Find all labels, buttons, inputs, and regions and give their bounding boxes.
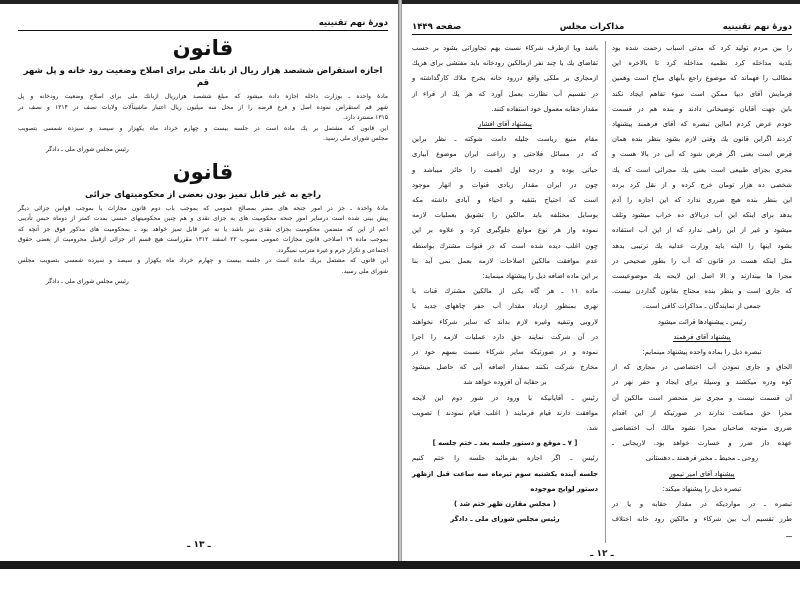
text-line: [612, 436, 792, 451]
law-2-subtitle: راجع به غیر قابل تمیز بودن بعضی از محکومیتهای جزائی: [85, 189, 321, 200]
text-line-text: نموده و در صورتیکه سایر شرکاء نسبت بسهم خود در: [412, 348, 598, 357]
text-line-text: در آن شرکت نمایند حق دارد عملیات لازمه را اجرا: [412, 332, 598, 341]
left-page-header-row: [18, 18, 388, 31]
text-line-text: رئیس ـ پیشنهادها قرائت میشود: [657, 317, 747, 326]
text-line-text: فرمایش آقای دبیا ممکن است سوء تفاهم ایجاد نکند: [612, 89, 792, 98]
text-line-text: دستور لوایح موجوده: [530, 484, 598, 493]
text-line-text: تبصره ذیل را بماده واحده پیشنهاد مینمایم:: [642, 348, 762, 357]
proposal-heading-text: پیشنهاد آقای امیر تیمور: [669, 469, 735, 478]
law-1-body: [18, 92, 388, 145]
law-body-line-text: مادهٔ واحده ـ بوزارت داخله اجازه داده میشود که مبلغ ششصد هزارریال ازبانك ملی برای اصلاح وضعیت رودخانه و پل: [18, 93, 388, 100]
text-line-text: جمعی از نمایندگان ـ مذاکرات کافی است.: [643, 302, 761, 311]
right-page-number: ـ ۱۲ ـ: [590, 548, 614, 559]
text-line: [612, 528, 792, 543]
text-line-text: تبصره ذیل را پیشنهاد میکند:: [662, 484, 742, 493]
text-line-text: مجرا حق ممانعت ندارند در صورتیکه از این اقدام: [612, 408, 792, 417]
text-line: [412, 421, 598, 436]
law-body-line-text: ۱۳۱۵ مسترد دارد.: [343, 114, 388, 121]
text-line: [612, 421, 792, 436]
proposal-heading-text: پیشنهاد آقای فرهمند: [673, 332, 731, 341]
text-line: [612, 41, 792, 56]
text-line: [412, 269, 598, 284]
law-body-line: [18, 204, 388, 215]
proposal-heading: [412, 117, 598, 132]
left-page-number: ـ ۱۳ ـ: [187, 540, 211, 550]
law-body-line-text: پیش بینی شده است درسایر امور جنحه محکومیت های به جزای نقدی و هم چنین محکومیتهای حبسی بمدت کمتر از دوماه حبس تأدیبی: [18, 215, 388, 222]
text-line: [412, 436, 598, 451]
text-line-text: بر این ماده اضافه ذیل را پیشنهاد مینماید:: [482, 272, 598, 281]
text-line: [612, 512, 792, 527]
text-line-text: خودم عرض کردم امااین تبصره که آقای فرهمند پیشنهاد: [612, 120, 792, 129]
text-line-text: آن قسمت نیست و مجری نیز منحصر است مالکین آن: [612, 393, 792, 402]
text-line-text: رئیس ـ آقایانیکه با ورود در شور دوم این لایحه: [412, 393, 598, 402]
proposal-heading-text: پیشنهاد آقای افشار: [478, 120, 532, 129]
text-line-text: جلسه آینده یکشنبه سوم تیرماه سه ساعت قبل ازظهر: [412, 469, 598, 478]
text-line-text: است که احتیاج بتنقیه و احیاء و آبادی داشته مکه: [412, 196, 598, 205]
text-line-text: ازمجاری بر ملکی واقع دررود خانه بخرج ملاك کارگذاشته و: [412, 74, 598, 83]
text-line: [412, 482, 598, 497]
law-body-line: [18, 214, 388, 225]
text-line-text: ( مجلس مقارن ظهر ختم شد ): [454, 500, 556, 509]
text-line: [412, 71, 598, 86]
text-line: [412, 254, 598, 269]
text-line: [612, 315, 792, 330]
text-line: [612, 284, 792, 299]
text-line: [612, 391, 792, 406]
page-label: صفحه ۱۴۴۹: [412, 22, 462, 32]
text-line: [412, 193, 598, 208]
text-line-text: عدم موافقت مالکین اصلاحات لازمه بعمل نمی آید بنا: [412, 256, 598, 265]
text-line: [612, 71, 792, 86]
text-line: [412, 406, 598, 421]
law-body-line: [18, 225, 388, 236]
law-body-line: [18, 235, 388, 246]
law-body-line: [18, 103, 388, 114]
text-line: [612, 497, 792, 512]
left-page: [0, 4, 398, 561]
law-body-line-text: اعم از این که متضمن محکومیت بجزای نقدی نیز باشد یا نه غیر قابل تمیز خواهد بود ـ بمحکومیت های مذکور فوق جز آنچه که: [18, 225, 388, 233]
text-line-text: مطالب را فهماند که موضوع راجع بآبهای مباح است وهمین: [612, 74, 792, 83]
law-body-line-text: این قانون که مشتمل بریك ماده است در جلسه بیست و چهارم خرداد ماه یکهزار و سیصد و سیزده شمسی بتصویب مجلس: [18, 257, 388, 264]
law-1-title: قانون: [172, 36, 234, 60]
text-line: [412, 345, 598, 360]
text-line-text: نهری بمنظور ازدیاد مقدار آب حفر چاههای جدید یا: [412, 302, 598, 311]
text-line: [612, 360, 792, 375]
text-line: [412, 163, 598, 178]
text-line: [412, 375, 598, 390]
text-line-text: حیاتی بوده و درجه اول اهمیت را حائز میباشد و: [412, 165, 598, 174]
text-line: [412, 512, 598, 527]
text-line-text: ـــ: [786, 530, 792, 539]
text-line: [612, 147, 792, 162]
left-page-header: دورهٔ نهم تقنینیه: [318, 18, 388, 28]
text-line-text: باشد ویا ازطرف شرکاء نسبت بهم تجاوزاتی بشود بر حسب: [412, 44, 598, 52]
law-body-line-text: مادهٔ واحده ـ جز در امور جنحه های مضر بمصالح عمومی که بموجب باب دوم قانون مجازات یا بموجب قوانین جزائی دیگر: [18, 204, 388, 212]
law-2-body: [18, 204, 388, 278]
law-1-subtitle: اجازه استقراض ششصد هزار ریال از بانك ملی برای اصلاح وضعیت رود خانه و پل شهر قم: [23, 66, 383, 88]
text-line-text: روحی ـ محیط ـ مخبر فرهمند ـ دهستانی: [645, 454, 759, 463]
text-line: [612, 56, 792, 71]
law-body-line-text: شورای ملی رسید.: [341, 267, 388, 275]
law-body-line: [18, 134, 388, 145]
text-line: [412, 451, 598, 466]
law-body-line: [18, 267, 388, 278]
text-line-text: میشود و غیر از این راهی ندارد که از این آب استفاده: [612, 226, 792, 235]
text-line: [412, 132, 598, 147]
text-line-text: که در مسائل فلاحتی و زراعت ایران موضوع آبیاری: [412, 150, 598, 159]
text-line-text: ماده ۱۱ ـ هر گاه یکی از مالکین مشترك قنات یا: [412, 287, 598, 296]
column-left: [412, 41, 598, 543]
text-line: [612, 102, 792, 117]
text-line: [412, 102, 598, 117]
text-line: [612, 451, 792, 466]
law-body-line-text: شهر قم استقراض نموده اصل و فرع قرضه را از محل سه میلیون ریال اعتبار ماشینآلات ولایات نصف در ۱۳۱۴ و نصف در: [18, 103, 388, 111]
text-line-text: که جاری است و بنظر بنده محتاج بقانون گذاردن نیست.: [612, 287, 792, 296]
text-line: [612, 178, 792, 193]
text-line: [412, 223, 598, 238]
text-line: [612, 345, 792, 360]
text-line-text: این بنظر بنده هیچ ضرری ندارد که این اجازه را آدم: [612, 196, 792, 205]
right-page: [402, 4, 800, 589]
text-line-text: رئیس مجلس شورای ملی ـ دادگر: [450, 515, 560, 524]
text-line: [612, 375, 792, 390]
column-divider: [605, 41, 606, 543]
text-line: [412, 147, 598, 162]
text-line-text: موافقت دارند قیام فرمایند ( اغلب قیام نمودند ) تصویب: [412, 408, 598, 417]
text-line-text: رئیس ـ اگر اجازه بفرمائید جلسه را ختم کنیم: [412, 454, 598, 463]
text-line-text: لاروبی وتنقیه وغیره لازم بداند که سایر شرکاء نخواهند: [412, 317, 598, 326]
text-line: [412, 239, 598, 254]
text-line-text: فرض است یعنی اگر فرض شود که آبی در بالا هست و: [612, 150, 792, 159]
text-line-text: بر حقابه آن افزوده خواهد شد: [463, 378, 547, 387]
law-body-line-text: این قانون که مشتمل بر یك ماده است در جلسه بیست و چهارم خرداد ماه یکهزار و سیصد و سیزده شمسی بتصویب: [18, 124, 388, 132]
text-line-text: شد.: [586, 424, 598, 433]
law-body-line: [18, 246, 388, 257]
text-line: [412, 87, 598, 102]
text-line-text: بدهد برای اینکه این آب دربالای ده خراب میشود وتلف: [612, 211, 792, 220]
text-line-text: ضرری متوجه صاحبان مجرا نشود مالك آب اختصاصی: [612, 424, 792, 433]
law-body-line-text: بموجب ماده ۱۹ اصلاحی قانون مجازات عمومی مصوب ۲۲ اسفند ۱۳۱۲ مقرراست هیچ قسم اثر جزائی ازقبیل محرومیت از بعضی حقوق: [18, 236, 388, 243]
text-line: [412, 41, 598, 56]
text-line-text: را بین مردم تولید کرد که مدتی اسباب زحمت شده بود: [612, 44, 792, 52]
text-line: [612, 299, 792, 314]
text-line: [412, 315, 598, 330]
text-line-text: بشود اینها را البته باید وزارت عدلیه یك ترتیبی بدهد: [612, 241, 792, 250]
scan-edge-bottom: [0, 561, 800, 569]
text-line: [612, 208, 792, 223]
center-title: مذاکرات مجلس: [559, 22, 625, 32]
law-body-line: [18, 124, 388, 135]
law-body-line: [18, 92, 388, 103]
law-1-signature: رئیس مجلس شورای ملی ـ دادگر: [46, 145, 129, 153]
text-line-text: تبصره ـ در مواردیکه در مقدار حقابه و یا در: [612, 500, 792, 509]
law-body-line-text: اجتماعی و تکرار جرم و غیره مترتب نمیگردد.: [276, 246, 388, 254]
text-line-text: طرز تقسیم آب بین شرکاء و مالکین رود خانه اختلاف: [612, 515, 792, 524]
right-page-header-row: [412, 22, 792, 35]
text-line: [412, 208, 598, 223]
law-body-line-text: مجلس شورای ملی رسید.: [323, 135, 388, 142]
text-line: [412, 56, 598, 71]
text-line: [412, 178, 598, 193]
column-right: [612, 41, 792, 543]
text-line-text: مخارج شرکت نکنند بمقدار اضافه آبی که حاصل میشود: [412, 363, 598, 372]
text-line: [612, 132, 792, 147]
text-line-text: باین جهت آقایان توضیحاتی دادند و بنده هم در قسمت: [612, 104, 792, 113]
columns: [412, 41, 792, 543]
law-body-line: [18, 256, 388, 267]
text-line: [612, 117, 792, 132]
text-line-text: مثل اینکه هست در قانون که آب را بطور صحیحی در: [612, 256, 792, 265]
proposal-heading: [612, 330, 792, 345]
text-line: [612, 239, 792, 254]
text-line: [412, 284, 598, 299]
text-line: [612, 406, 792, 421]
text-line: [412, 467, 598, 482]
text-line-text: مجرا ها بیندازند و الا اصل این لایحه یك موضوعیست: [612, 272, 792, 281]
text-line-text: بوسایل مختلفه باید مالکین را تشویق بعملیات لازمه: [412, 211, 598, 220]
text-line: [412, 299, 598, 314]
text-line-text: شخصی ده هزار تومان خرج کرده و از نقل کرد برده: [612, 180, 792, 189]
text-line-text: چون در ایران مقدار زیادی قنوات و انهار موجود: [412, 180, 598, 189]
text-line: [612, 87, 792, 102]
text-line: [612, 163, 792, 178]
proposal-heading: [612, 467, 792, 482]
text-line-text: [ ۷ ـ موقع و دستور جلسه بعد ـ ختم جلسه ]: [432, 439, 578, 448]
text-line: [612, 254, 792, 269]
text-line: [412, 360, 598, 375]
text-line: [412, 330, 598, 345]
text-line-text: چون اغلب دیده شده است که در قنوات مشترك بواسطه: [412, 241, 598, 250]
text-line: [612, 269, 792, 284]
law-2-signature: رئیس مجلس شورای ملی ـ دادگر: [46, 278, 129, 285]
text-line: [612, 482, 792, 497]
text-line-text: مجری بجرای طبیعی است یعنی یك مجرائی است که یك: [612, 165, 792, 174]
text-line-text: کوه ودره میکشند و وسیلهٔ برای ایجاد و حفر نهر در: [612, 378, 792, 387]
text-line-text: بلدیه مداخله کرد نظمیه مداخله کرد تا بالاخره این: [612, 59, 792, 68]
law-body-line: [18, 113, 388, 124]
text-line: [612, 193, 792, 208]
session-title: دورهٔ نهم تقنینیه: [722, 22, 792, 32]
text-line: [412, 391, 598, 406]
text-line: [412, 497, 598, 512]
text-line-text: مقدار حقابه معمول خود استفاده کنند.: [491, 104, 598, 113]
law-2-title: قانون: [172, 159, 234, 184]
text-line-text: عهده دار ضرر و خسارت خواهد بود. لاریجانی ـ: [612, 439, 792, 448]
text-line-text: الحاق و جاری نمودن آب اختصاصی در مجاری که از: [612, 363, 792, 372]
text-line-text: در تقسیم آب نظارت بعمل آورد که هر یك از قراء از: [412, 89, 598, 98]
text-line-text: نموده واز هر نوع موانع جلوگیری کرد و علاوه بر این: [412, 226, 598, 235]
text-line-text: مقام منیع ریاست جلیله دامت شوکته ـ نظر براین: [412, 135, 598, 144]
text-line-text: تقاضای یك یا چند نفر ازمالکین رودخانه باید مفتشی برای هریك: [412, 59, 598, 68]
text-line-text: کردند اگراین قانون یك وقتی لازم بشود بنظر بنده همان: [612, 135, 792, 144]
text-line: [612, 223, 792, 238]
